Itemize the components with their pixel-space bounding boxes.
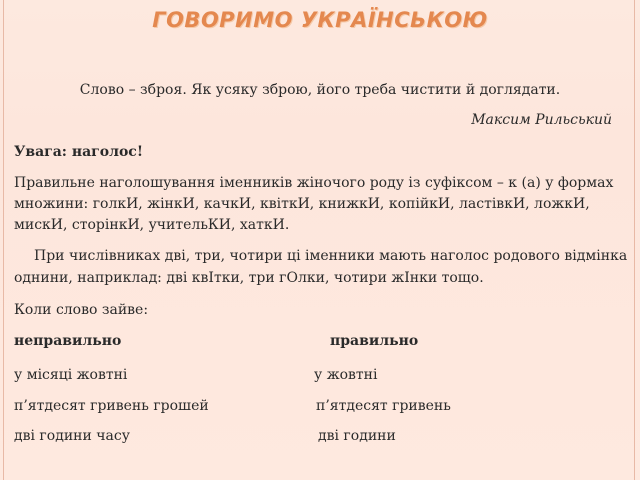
column-heading-right: правильно <box>330 333 419 349</box>
quote-author: Максим Рильський <box>471 112 612 128</box>
column-heading-wrong: неправильно <box>14 333 122 349</box>
paragraph-1-line-3: мискИ, сторінкИ, учительКИ, хаткИ. <box>14 217 290 233</box>
slide-title: ГОВОРИМО УКРАЇНСЬКОЮ <box>152 8 488 32</box>
quote: Слово – зброя. Як усяку зброю, його треба чистити й доглядати. <box>79 82 561 98</box>
row-wrong: у місяці жовтні <box>14 367 128 383</box>
row-right: у жовтні <box>314 367 378 383</box>
row-right: п’ятдесят гривень <box>316 398 451 414</box>
slide-border-right <box>634 0 635 480</box>
row-right: дві години <box>318 428 396 444</box>
paragraph-1-line-1: Правильне наголошування іменників жіночого роду із суфіксом – к (а) у формах <box>14 175 614 191</box>
paragraph-1-line-2: множини: голкИ, жінкИ, качкИ, квіткИ, книжкИ, копійкИ, ластівкИ, ложкИ, <box>14 196 590 212</box>
paragraph-2-line-2: однини, наприклад: дві квІтки, три гОлки, чотири жІнки тощо. <box>14 270 484 286</box>
row-wrong: дві години часу <box>14 428 130 444</box>
paragraph-2-line-1: При числівниках дві, три, чотири ці іменники мають наголос родового відмінка <box>34 248 628 264</box>
attention-heading: Увага: наголос! <box>14 144 143 160</box>
redundant-intro: Коли слово зайве: <box>14 302 149 318</box>
row-wrong: п’ятдесят гривень грошей <box>14 398 209 414</box>
slide-border-left <box>3 0 4 480</box>
